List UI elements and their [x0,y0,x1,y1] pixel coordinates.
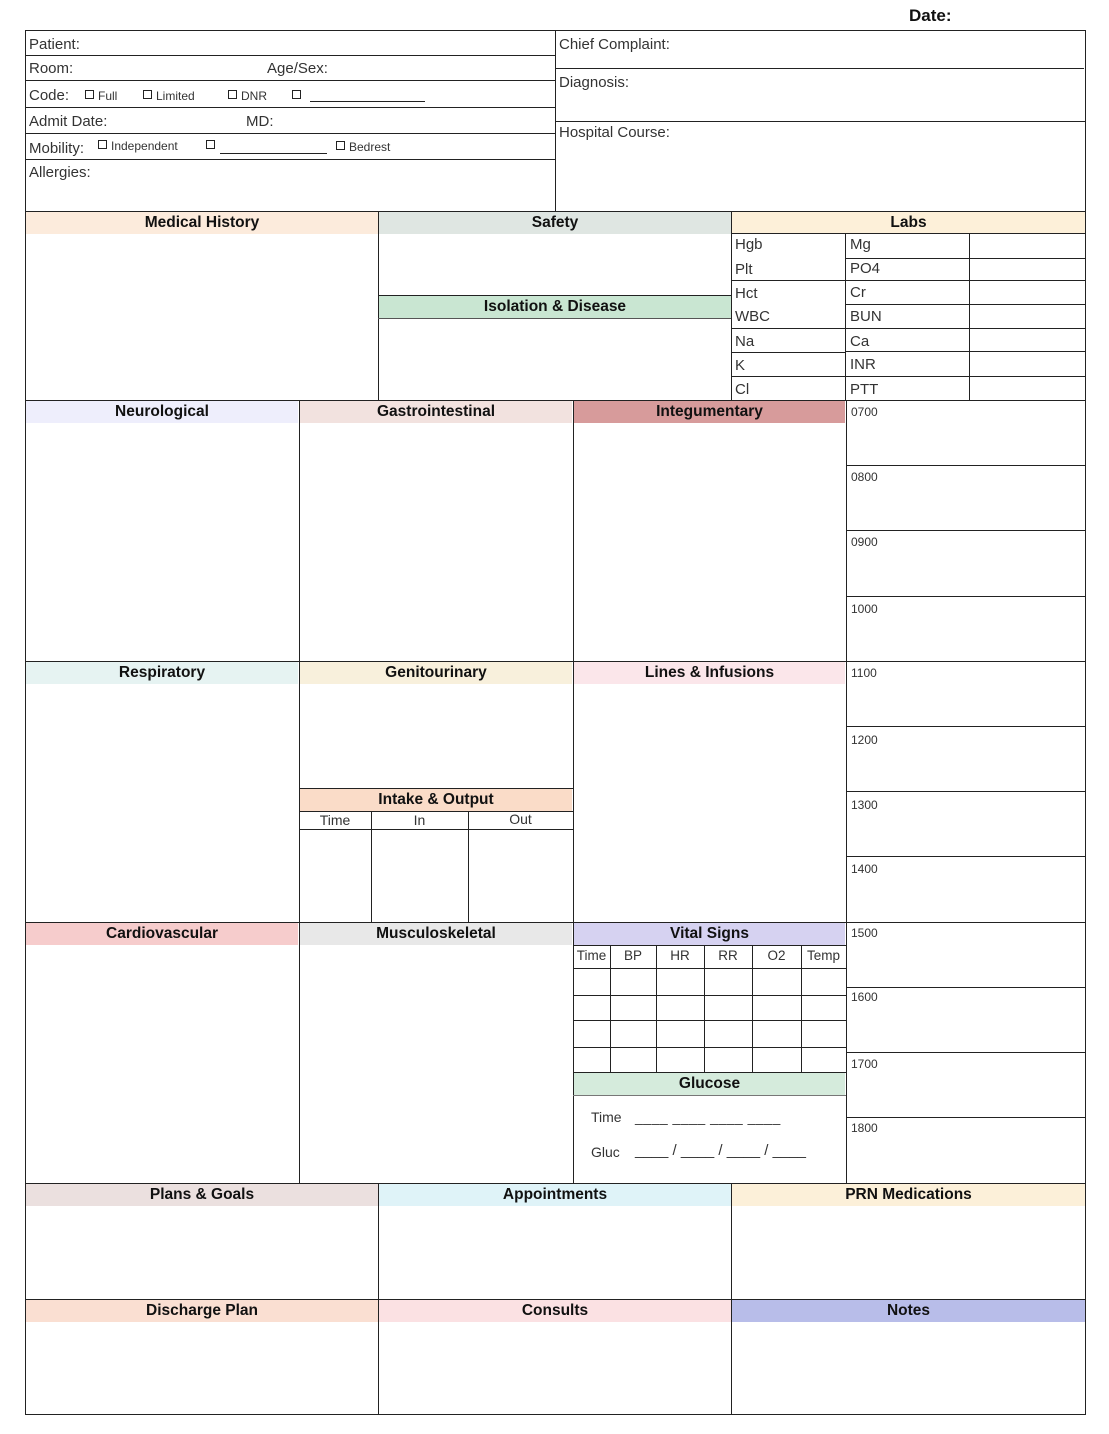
time-slot-1100: 1100 [851,666,877,680]
medical-history-header: Medical History [26,212,378,234]
glucose-time-blanks[interactable]: ____ ____ ____ ____ [635,1109,781,1125]
diagnosis-field[interactable]: Diagnosis: [559,74,630,91]
lab-po4: PO4 [850,260,881,277]
io-col-in: In [413,812,426,828]
checkbox-icon[interactable] [85,90,94,99]
checkbox-icon[interactable] [336,141,345,150]
time-slot-1500: 1500 [851,926,878,940]
vs-col-bp: BP [623,948,642,963]
musculoskeletal-header: Musculoskeletal [300,923,572,945]
time-slot-0900: 0900 [851,535,878,549]
respiratory-header: Respiratory [26,662,298,684]
admit-date-field[interactable]: Admit Date: [29,113,108,130]
lab-cr: Cr [850,284,866,301]
vital-signs-header: Vital Signs [574,923,845,945]
lab-cl: Cl [735,381,750,398]
glucose-header: Glucose [574,1073,845,1095]
appointments-header: Appointments [379,1184,731,1206]
lines-infusions-header: Lines & Infusions [574,662,845,684]
time-slot-1700: 1700 [851,1057,878,1071]
lab-mg: Mg [850,236,871,253]
notes-header: Notes [732,1300,1085,1322]
mobility-option-independent[interactable]: Independent [98,139,178,153]
genitourinary-header: Genitourinary [300,662,572,684]
lab-hct: Hct [735,285,758,302]
room-field[interactable]: Room: [29,60,74,77]
lab-hgb: Hgb [735,236,763,253]
md-field[interactable]: MD: [246,113,274,130]
time-slot-1000: 1000 [851,602,878,616]
allergies-field[interactable]: Allergies: [29,164,91,181]
time-slot-1800: 1800 [851,1121,878,1135]
time-slot-0700: 0700 [851,405,878,419]
io-col-out: Out [509,811,532,827]
lab-k: K [735,357,746,374]
time-slot-1600: 1600 [851,990,878,1004]
lab-ca: Ca [850,333,870,350]
gastrointestinal-header: Gastrointestinal [300,401,572,423]
lab-ptt: PTT [850,381,879,398]
mobility-option-other[interactable] [206,139,219,153]
lab-wbc: WBC [735,308,770,325]
io-col-time: Time [319,812,351,828]
glucose-time-label: Time [591,1109,622,1125]
plans-goals-header: Plans & Goals [26,1184,378,1206]
chief-complaint-field[interactable]: Chief Complaint: [559,36,670,53]
time-slot-1400: 1400 [851,862,878,876]
lab-inr: INR [850,356,876,373]
integumentary-header: Integumentary [574,401,845,423]
code-option-dnr[interactable]: DNR [228,89,267,103]
code-option-full[interactable]: Full [85,89,117,103]
discharge-plan-header: Discharge Plan [26,1300,378,1322]
checkbox-icon[interactable] [143,90,152,99]
checkbox-icon[interactable] [292,90,301,99]
patient-field[interactable]: Patient: [29,36,80,53]
mobility-other-blank[interactable] [220,153,327,154]
lab-plt: Plt [735,261,753,278]
glucose-gluc-label: Gluc [591,1144,620,1160]
code-other-blank[interactable] [310,101,425,102]
time-slot-1200: 1200 [851,733,878,747]
neurological-header: Neurological [26,401,298,423]
vs-col-rr: RR [718,948,738,963]
checkbox-icon[interactable] [206,140,215,149]
vs-col-time: Time [576,948,607,963]
prn-medications-header: PRN Medications [732,1184,1085,1206]
intake-output-header: Intake & Output [300,789,572,811]
vs-col-hr: HR [670,948,690,963]
time-slot-0800: 0800 [851,470,878,484]
vs-col-o2: O2 [767,948,786,963]
consults-header: Consults [379,1300,731,1322]
code-option-other[interactable] [292,89,305,103]
age-sex-field[interactable]: Age/Sex: [267,60,328,77]
code-label: Code: [29,87,70,104]
lab-na: Na [735,333,755,350]
labs-header: Labs [732,212,1085,233]
hospital-course-field[interactable]: Hospital Course: [559,124,670,141]
safety-header: Safety [379,212,731,234]
time-slot-1300: 1300 [851,798,878,812]
lab-bun: BUN [850,308,882,325]
isolation-header: Isolation & Disease [379,296,731,318]
checkbox-icon[interactable] [228,90,237,99]
mobility-option-bedrest[interactable]: Bedrest [336,140,390,154]
cardiovascular-header: Cardiovascular [26,923,298,945]
checkbox-icon[interactable] [98,140,107,149]
mobility-label: Mobility: [29,140,85,157]
glucose-gluc-blanks[interactable]: ____ / ____ / ____ / ____ [635,1142,806,1159]
vs-col-temp: Temp [806,948,840,963]
code-option-limited[interactable]: Limited [143,89,195,103]
date-label: Date: [909,6,952,25]
